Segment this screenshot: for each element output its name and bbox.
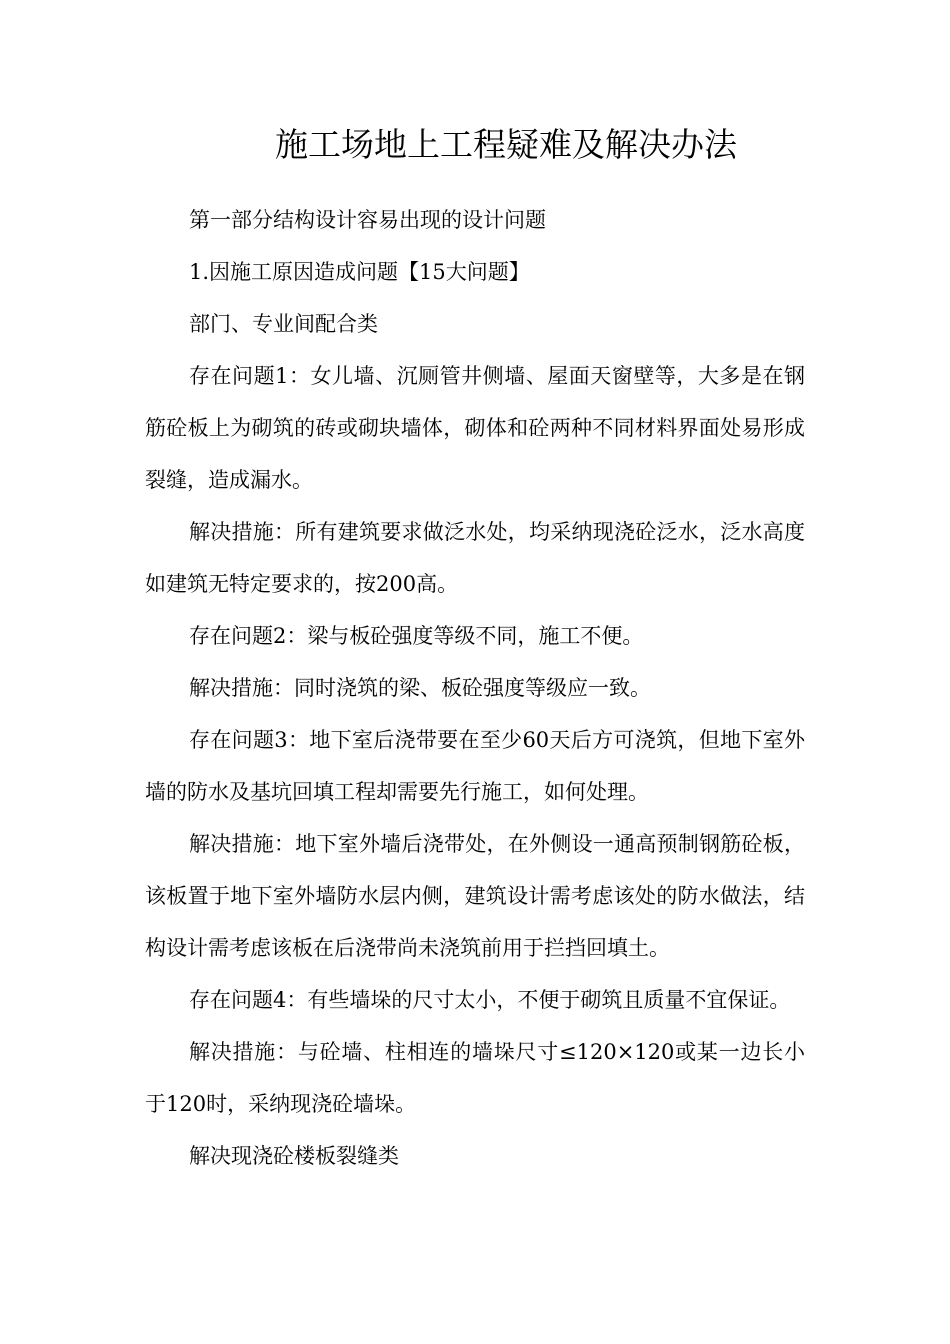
problem-2: 存在问题2：梁与板砼强度等级不同，施工不便。 <box>189 624 644 648</box>
document-title: 施工场地上工程疑难及解决办法 <box>275 125 737 164</box>
document-body <box>145 194 805 1182</box>
subsection-heading: 1.因施工原因造成问题【15大问题】 <box>189 260 530 284</box>
solution-1: 解决措施：所有建筑要求做泛水处，均采纳现浇砼泛水，泛水高度如建筑无特定要求的，按200高。 <box>145 520 805 596</box>
problem-3: 存在问题3：地下室后浇带要在至少60天后方可浇筑，但地下室外墙的防水及基坑回填工程却需要先行施工，如何处理。 <box>145 728 805 804</box>
category-heading: 部门、专业间配合类 <box>189 312 378 336</box>
section-heading: 第一部分结构设计容易出现的设计问题 <box>189 208 546 232</box>
solution-3: 解决措施：地下室外墙后浇带处，在外侧设一通高预制钢筋砼板，该板置于地下室外墙防水层内侧，建筑设计需考虑该处的防水做法，结构设计需考虑该板在后浇带尚未浇筑前用于拦挡回填土。 <box>145 832 805 960</box>
category-heading-2: 解决现浇砼楼板裂缝类 <box>189 1144 399 1168</box>
solution-2: 解决措施：同时浇筑的梁、板砼强度等级应一致。 <box>189 676 651 700</box>
problem-1: 存在问题1：女儿墙、沉厕管井侧墙、屋面天窗壁等，大多是在钢筋砼板上为砌筑的砖或砌块墙体，砌体和砼两种不同材料界面处易形成裂缝，造成漏水。 <box>145 364 805 492</box>
problem-4: 存在问题4：有些墙垛的尺寸太小，不便于砌筑且质量不宜保证。 <box>189 988 791 1012</box>
solution-4: 解决措施：与砼墙、柱相连的墙垛尺寸≤120×120或某一边长小于120时，采纳现浇砼墙垛。 <box>145 1040 805 1116</box>
